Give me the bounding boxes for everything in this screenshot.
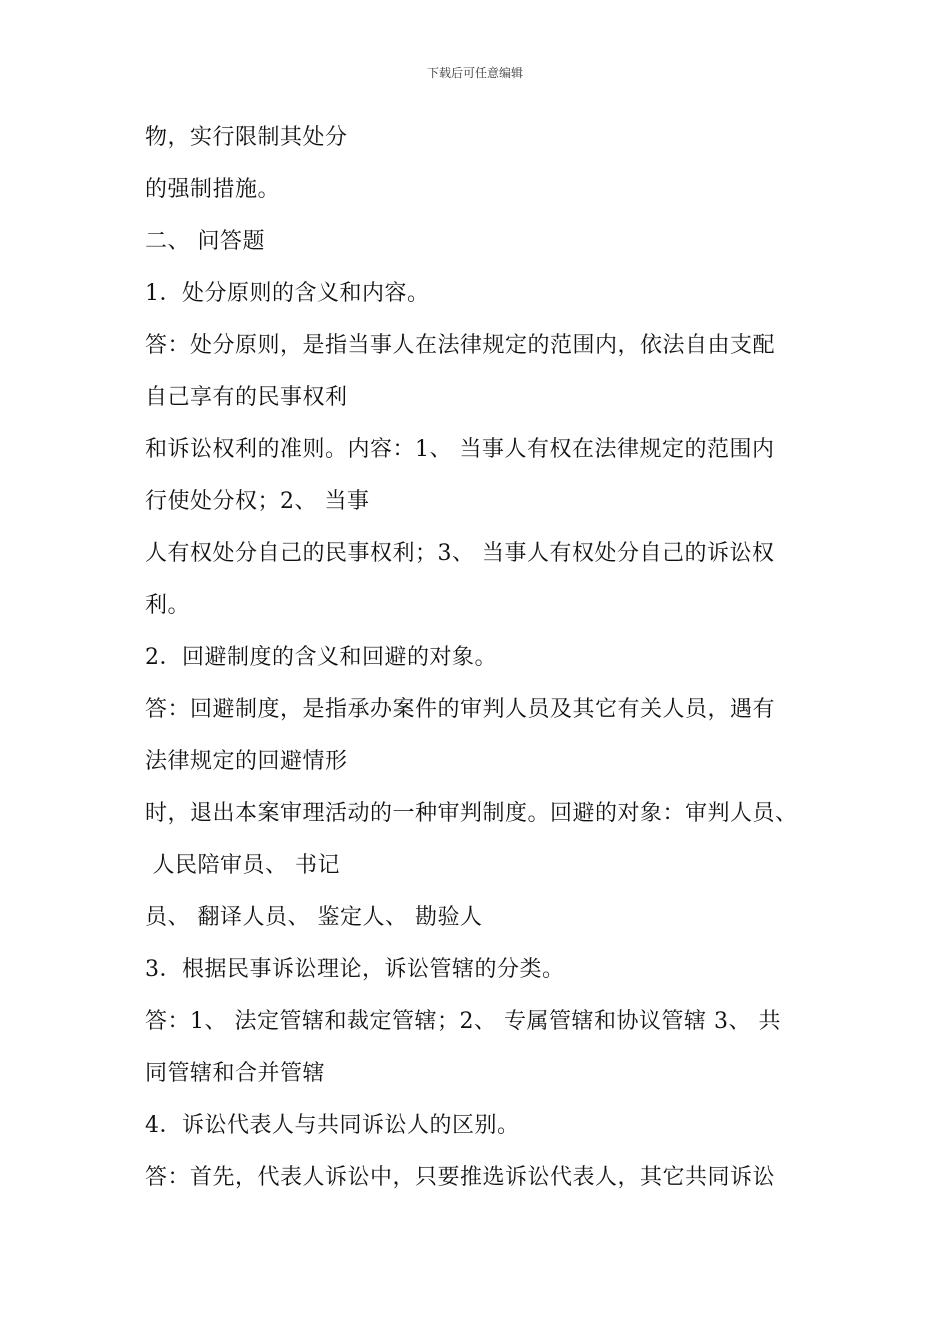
question-1: 1．处分原则的含义和内容。 [145, 281, 430, 306]
answer-3-line: 同管辖和合并管辖 [145, 1061, 326, 1086]
answer-1-line: 自己享有的民事权利 [145, 385, 348, 410]
answer-2-line: 法律规定的回避情形 [145, 749, 348, 774]
page-header: 下载后可任意编辑 [426, 66, 523, 80]
answer-1-line: 人有权处分自己的民事权利；3、 当事人有权处分自己的诉讼权 [145, 541, 775, 566]
text-line: 的强制措施。 [145, 177, 281, 202]
answer-4-line: 答：首先，代表人诉讼中，只要推选诉讼代表人，其它共同诉讼 [145, 1165, 776, 1190]
answer-1-line: 和诉讼权利的准则。内容：1、 当事人有权在法律规定的范围内 [145, 437, 775, 462]
question-2: 2．回避制度的含义和回避的对象。 [145, 645, 497, 670]
answer-1-line: 利。 [145, 593, 191, 618]
answer-2-line: 答：回避制度，是指承办案件的审判人员及其它有关人员，遇有 [145, 697, 776, 722]
answer-3-line: 答：1、 法定管辖和裁定管辖；2、 专属管辖和协议管辖 3、 共 [145, 1009, 781, 1034]
answer-1-line: 行使处分权；2、 当事 [145, 489, 370, 514]
document-body [145, 112, 845, 1204]
section-heading: 二、 问答题 [145, 229, 265, 254]
text-line: 物，实行限制其处分 [145, 125, 348, 150]
answer-2-line: 人民陪审员、 书记 [145, 853, 340, 878]
answer-1-line: 答：处分原则，是指当事人在法律规定的范围内，依法自由支配 [145, 333, 776, 358]
question-3: 3．根据民事诉讼理论，诉讼管辖的分类。 [145, 957, 565, 982]
answer-2-line: 员、 翻译人员、 鉴定人、 勘验人 [145, 905, 483, 930]
answer-2-line: 时，退出本案审理活动的一种审判制度。回避的对象：审判人员、 [145, 801, 798, 826]
question-4: 4．诉讼代表人与共同诉讼人的区别。 [145, 1113, 520, 1138]
